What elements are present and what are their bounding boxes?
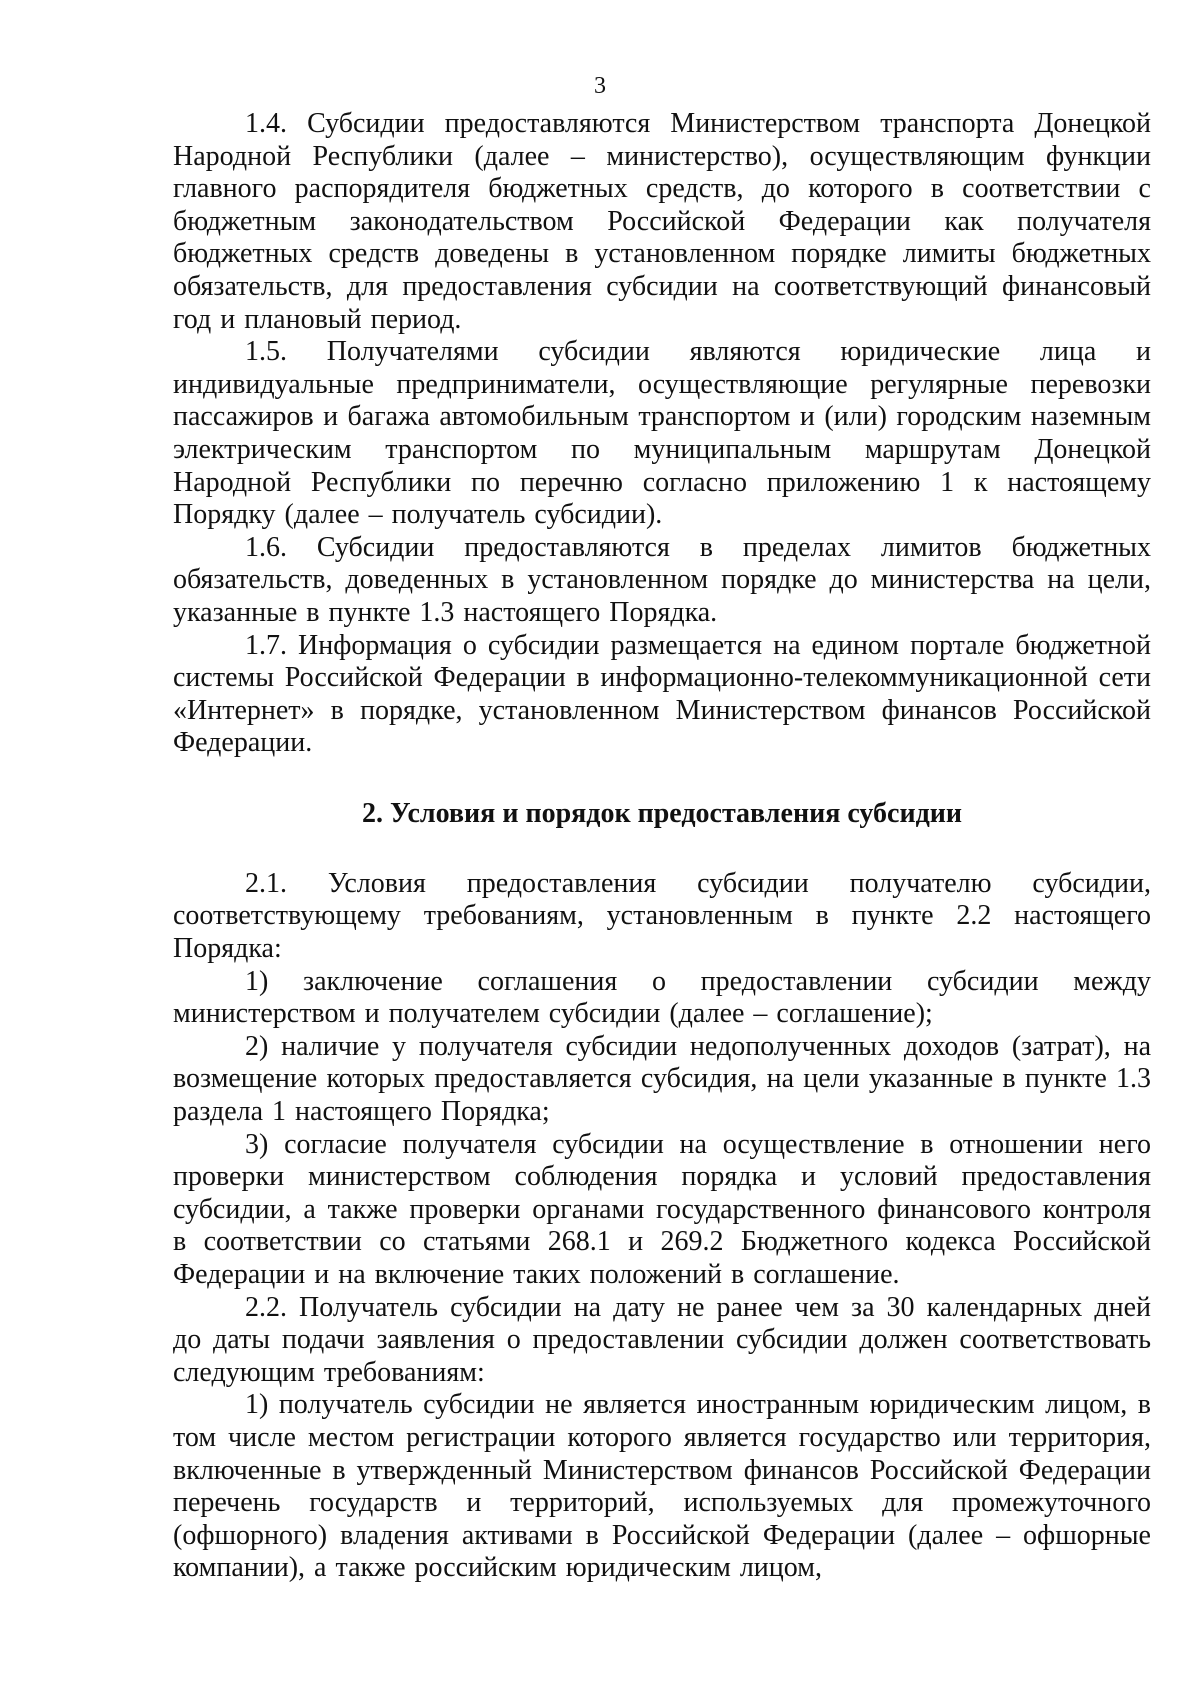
paragraph-2-2: 2.2. Получатель субсидии на дату не ранее чем за 30 календарных дней до даты подачи заявления о предоставлении субсидии должен соответствовать следующим требованиям: <box>173 1291 1151 1388</box>
paragraph-2-2-item-1: 1) получатель субсидии не является иностранным юридическим лицом, в том числе местом регистрации которого является государство или территория, включенные в утвержденный Министерством финансов Российской Федерации перечень государств и территорий, используемых для промежуточного (офшорного) владения активами в Российской Федерации (далее – офшорные компании), а также российским юридическим лицом, <box>173 1389 1151 1584</box>
paragraph-1-5: 1.5. Получателями субсидии являются юридические лица и индивидуальные предприниматели, осуществляющие регулярные перевозки пассажиров и багажа автомобильным транспортом и (или) городским наземным электрическим транспортом по муниципальным маршрутам Донецкой Народной Республики по перечню согласно приложению 1 к настоящему Порядку (далее – получатель субсидии). <box>173 336 1151 531</box>
paragraph-1-7: 1.7. Информация о субсидии размещается на едином портале бюджетной системы Российской Федерации в информационно-телекоммуникационной сети «Интернет» в порядке, установленном Министерством финансов Российской Федерации. <box>173 629 1151 759</box>
paragraph-1-6: 1.6. Субсидии предоставляются в пределах лимитов бюджетных обязательств, доведенных в установленном порядке до министерства на цели, указанные в пункте 1.3 настоящего Порядка. <box>173 531 1151 628</box>
paragraph-2-1: 2.1. Условия предоставления субсидии получателю субсидии, соответствующему требованиям, установленным в пункте 2.2 настоящего Порядка: <box>173 867 1151 965</box>
paragraph-2-1-item-1: 1) заключение соглашения о предоставлении субсидии между министерством и получателем субсидии (далее – соглашение); <box>173 965 1151 1030</box>
paragraph-1-4: 1.4. Субсидии предоставляются Министерством транспорта Донецкой Народной Республики (далее – министерство), осуществляющим функции главного распорядителя бюджетных средств, до которого в соответствии с бюджетным законодательством Российской Федерации как получателя бюджетных средств доведены в установленном порядке лимиты бюджетных обязательств, для предоставления субсидии на соответствующий финансовый год и плановый период. <box>173 108 1151 335</box>
paragraph-2-1-item-3: 3) согласие получателя субсидии на осуществление в отношении него проверки министерством соблюдения порядка и условий предоставления субсидии, а также проверки органами государственного финансового контроля в соответствии со статьями 268.1 и 269.2 Бюджетного кодекса Российской Федерации и на включение таких положений в соглашение. <box>173 1128 1151 1290</box>
paragraph-2-1-item-2: 2) наличие у получателя субсидии недополученных доходов (затрат), на возмещение которых предоставляется субсидия, на цели указанные в пункте 1.3 раздела 1 настоящего Порядка; <box>173 1030 1151 1128</box>
page-number: 3 <box>594 73 606 99</box>
document-body <box>173 108 1151 1585</box>
section-heading: 2. Условия и порядок предоставления субсидии <box>361 797 963 829</box>
